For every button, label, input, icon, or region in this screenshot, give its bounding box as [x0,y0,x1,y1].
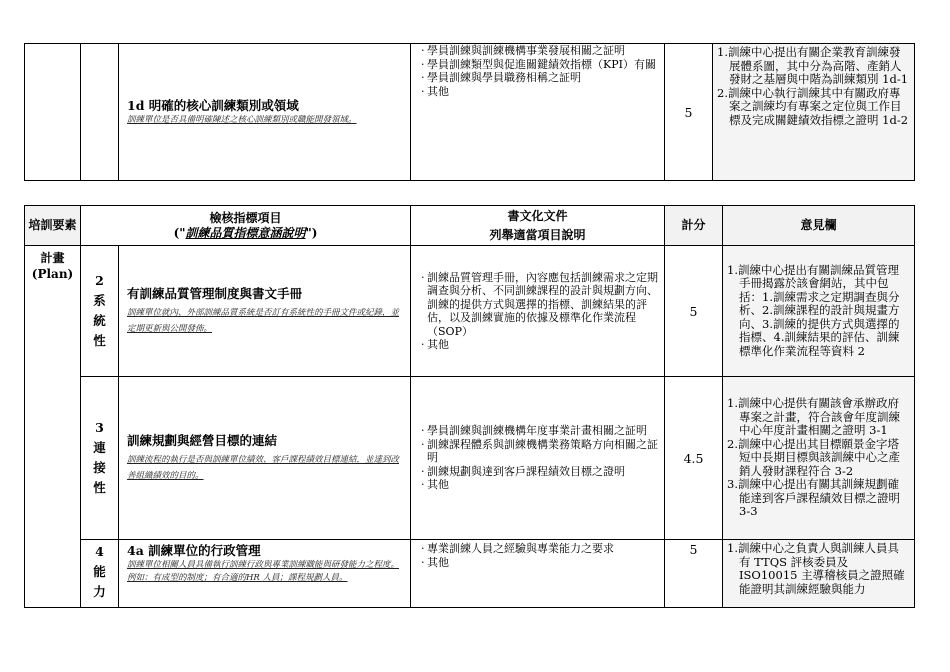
opinion-item: 1.訓練中心提出有關訓練品質管理手冊揭露於該會網站，其中包括：1.訓練需求之定期調查與分析、2.訓練課程的設計與規畫方向、3.訓練的提供方式與選擇的指標、4.訓練結果的評估、訓練標準化作業流程等資料 2 [727,262,900,358]
phase-cell [25,246,81,608]
header-item-line2 [81,226,410,241]
header-item-line1: 檢核指標項目 [209,210,282,225]
evaluation-table [24,205,915,608]
item-cell [119,44,411,181]
quality-indicator-link[interactable]: 訓練品質指標意涵說明 [185,225,306,240]
table-row [25,44,915,181]
header-item-prefix: (" [173,225,186,240]
item-title: 有訓練品質管理制度與書文手冊 [127,285,303,301]
item-title: 訓練規劃與經營目標的連結 [127,432,278,448]
doc-item: · 學員訓練與訓練機構年度事業計畫相關之証明 [417,424,658,438]
category-char: 力 [93,584,106,599]
item-cell [119,377,411,540]
doc-item: · 專業訓練人員之經驗與專業能力之要求 [417,542,658,556]
header-element: 培訓要素 [25,206,81,246]
category-cell [81,540,119,608]
docs-cell [411,44,665,181]
opinion-item: 2.訓練中心提出其目標願景金字塔短中長期目標與該訓練中心之產銷人發財課程符合 3-2 [727,436,901,478]
score-cell: 5 [665,246,723,377]
item-note: 訓練單位就內、外部訓練品質系統是否訂有系統性的手冊文件或紀錄，並定期更新與公開發佈。 [127,307,400,334]
item-note: 訓練單位是否具備明確陳述之核心訓練類別或職能開發領域。 [127,114,357,125]
doc-item: · 其他 [417,85,658,99]
top-continuation-table [24,43,915,181]
opinion-cell [723,540,915,608]
score-cell: 5 [665,44,713,181]
category-char: 系 [93,293,106,308]
header-docs-line1: 書文化文件 [507,208,568,223]
opinion-item: 3.訓練中心提出有關其訓練規劃確能達到客戶課程績效目標之證明 3-3 [727,477,901,519]
opinion-cell [723,246,915,377]
doc-item: · 訓練品質管理手冊，內容應包括訓練需求之定期調查與分析、不同訓練課程的設計與規劃方向、訓練的提供方式與選擇的指標、訓練結果的評估，以及訓練實施的依據及標準化作業流程（SOP） [417,271,658,339]
item-note: 訓練單位相關人員具備執行訓練行政與專業訓練職能與研發能力之程度。 [127,560,400,570]
phase-line1: 計畫 [40,251,65,265]
opinion-cell [713,44,915,181]
doc-item: · 學員訓練類型與促進關鍵績效指標（KPI）有關 [417,58,658,72]
doc-item: · 其他 [417,338,658,352]
category-char: 連 [93,440,106,455]
item-cell [119,540,411,608]
item-cell [119,246,411,377]
header-docs [411,206,665,246]
header-item-suffix: ") [305,225,318,240]
phase-line2: (Plan) [31,267,74,281]
header-opinion: 意見欄 [723,206,915,246]
table-row [25,377,915,540]
header-score: 計分 [665,206,723,246]
opinion-item: 1.訓練中心提供有關該會承辦政府專案之計畫，符合該會年度訓練中心年度計畫相關之證明 3-1 [727,396,901,438]
doc-item: · 訓練規劃與達到客戶課程績效目標之證明 [417,465,658,479]
item-note-example: 例如：有成型的制度；有合適的HR 人員；課程規劃人員。 [127,573,348,583]
docs-cell [411,540,665,608]
category-num: 2 [95,273,104,288]
doc-item: · 其他 [417,478,658,492]
header-item [81,206,411,246]
score-cell: 4.5 [665,377,723,540]
table-row [25,540,915,608]
category-char: 性 [93,480,106,495]
opinion-item: 2.訓練中心執行訓練其中有關政府專案之訓練均有專案之定位與工作目標及完成關鍵績效指標之證明 1d-2 [717,85,909,127]
category-char: 性 [93,333,106,348]
doc-item: · 其他 [417,556,658,570]
category-char: 能 [93,564,106,579]
doc-item: · 訓練課程體系與訓練機構業務策略方向相關之証明 [417,438,658,465]
category-char: 統 [93,313,106,328]
opinion-item: 1.訓練中心提出有關企業教育訓練發展體系圖，其中分為高階、產銷人發財之基層與中階為訓練類別 1d-1 [717,45,909,86]
table-row [25,246,915,377]
header-row [25,206,915,246]
item-title: 1d 明確的核心訓練類別或領域 [127,97,299,113]
category-cell [81,377,119,540]
category-cell-empty [81,44,119,181]
header-docs-line2: 列舉適當項目說明 [489,227,586,242]
opinion-cell [723,377,915,540]
opinion-item: 1.訓練中心之負責人與訓練人員具有 TTQS 評核委員及 ISO10015 主導稽核員之證照確能證明其訓練經驗與能力 [727,541,905,596]
doc-item: · 學員訓練與學員職務相稱之証明 [417,71,658,85]
element-cell-empty [25,44,81,181]
item-note: 訓練流程的執行是否與訓練單位績效、客戶課程績效目標連結，並達到改善組織績效的目的。 [127,454,400,481]
item-title: 4a 訓練單位的行政管理 [127,543,261,558]
category-num: 3 [95,420,104,435]
docs-cell [411,377,665,540]
category-char: 接 [93,460,106,475]
docs-cell [411,246,665,377]
score-cell: 5 [665,540,723,608]
category-cell [81,246,119,377]
doc-item: · 學員訓練與訓練機構事業發展相關之証明 [417,44,658,58]
category-num: 4 [95,544,104,559]
